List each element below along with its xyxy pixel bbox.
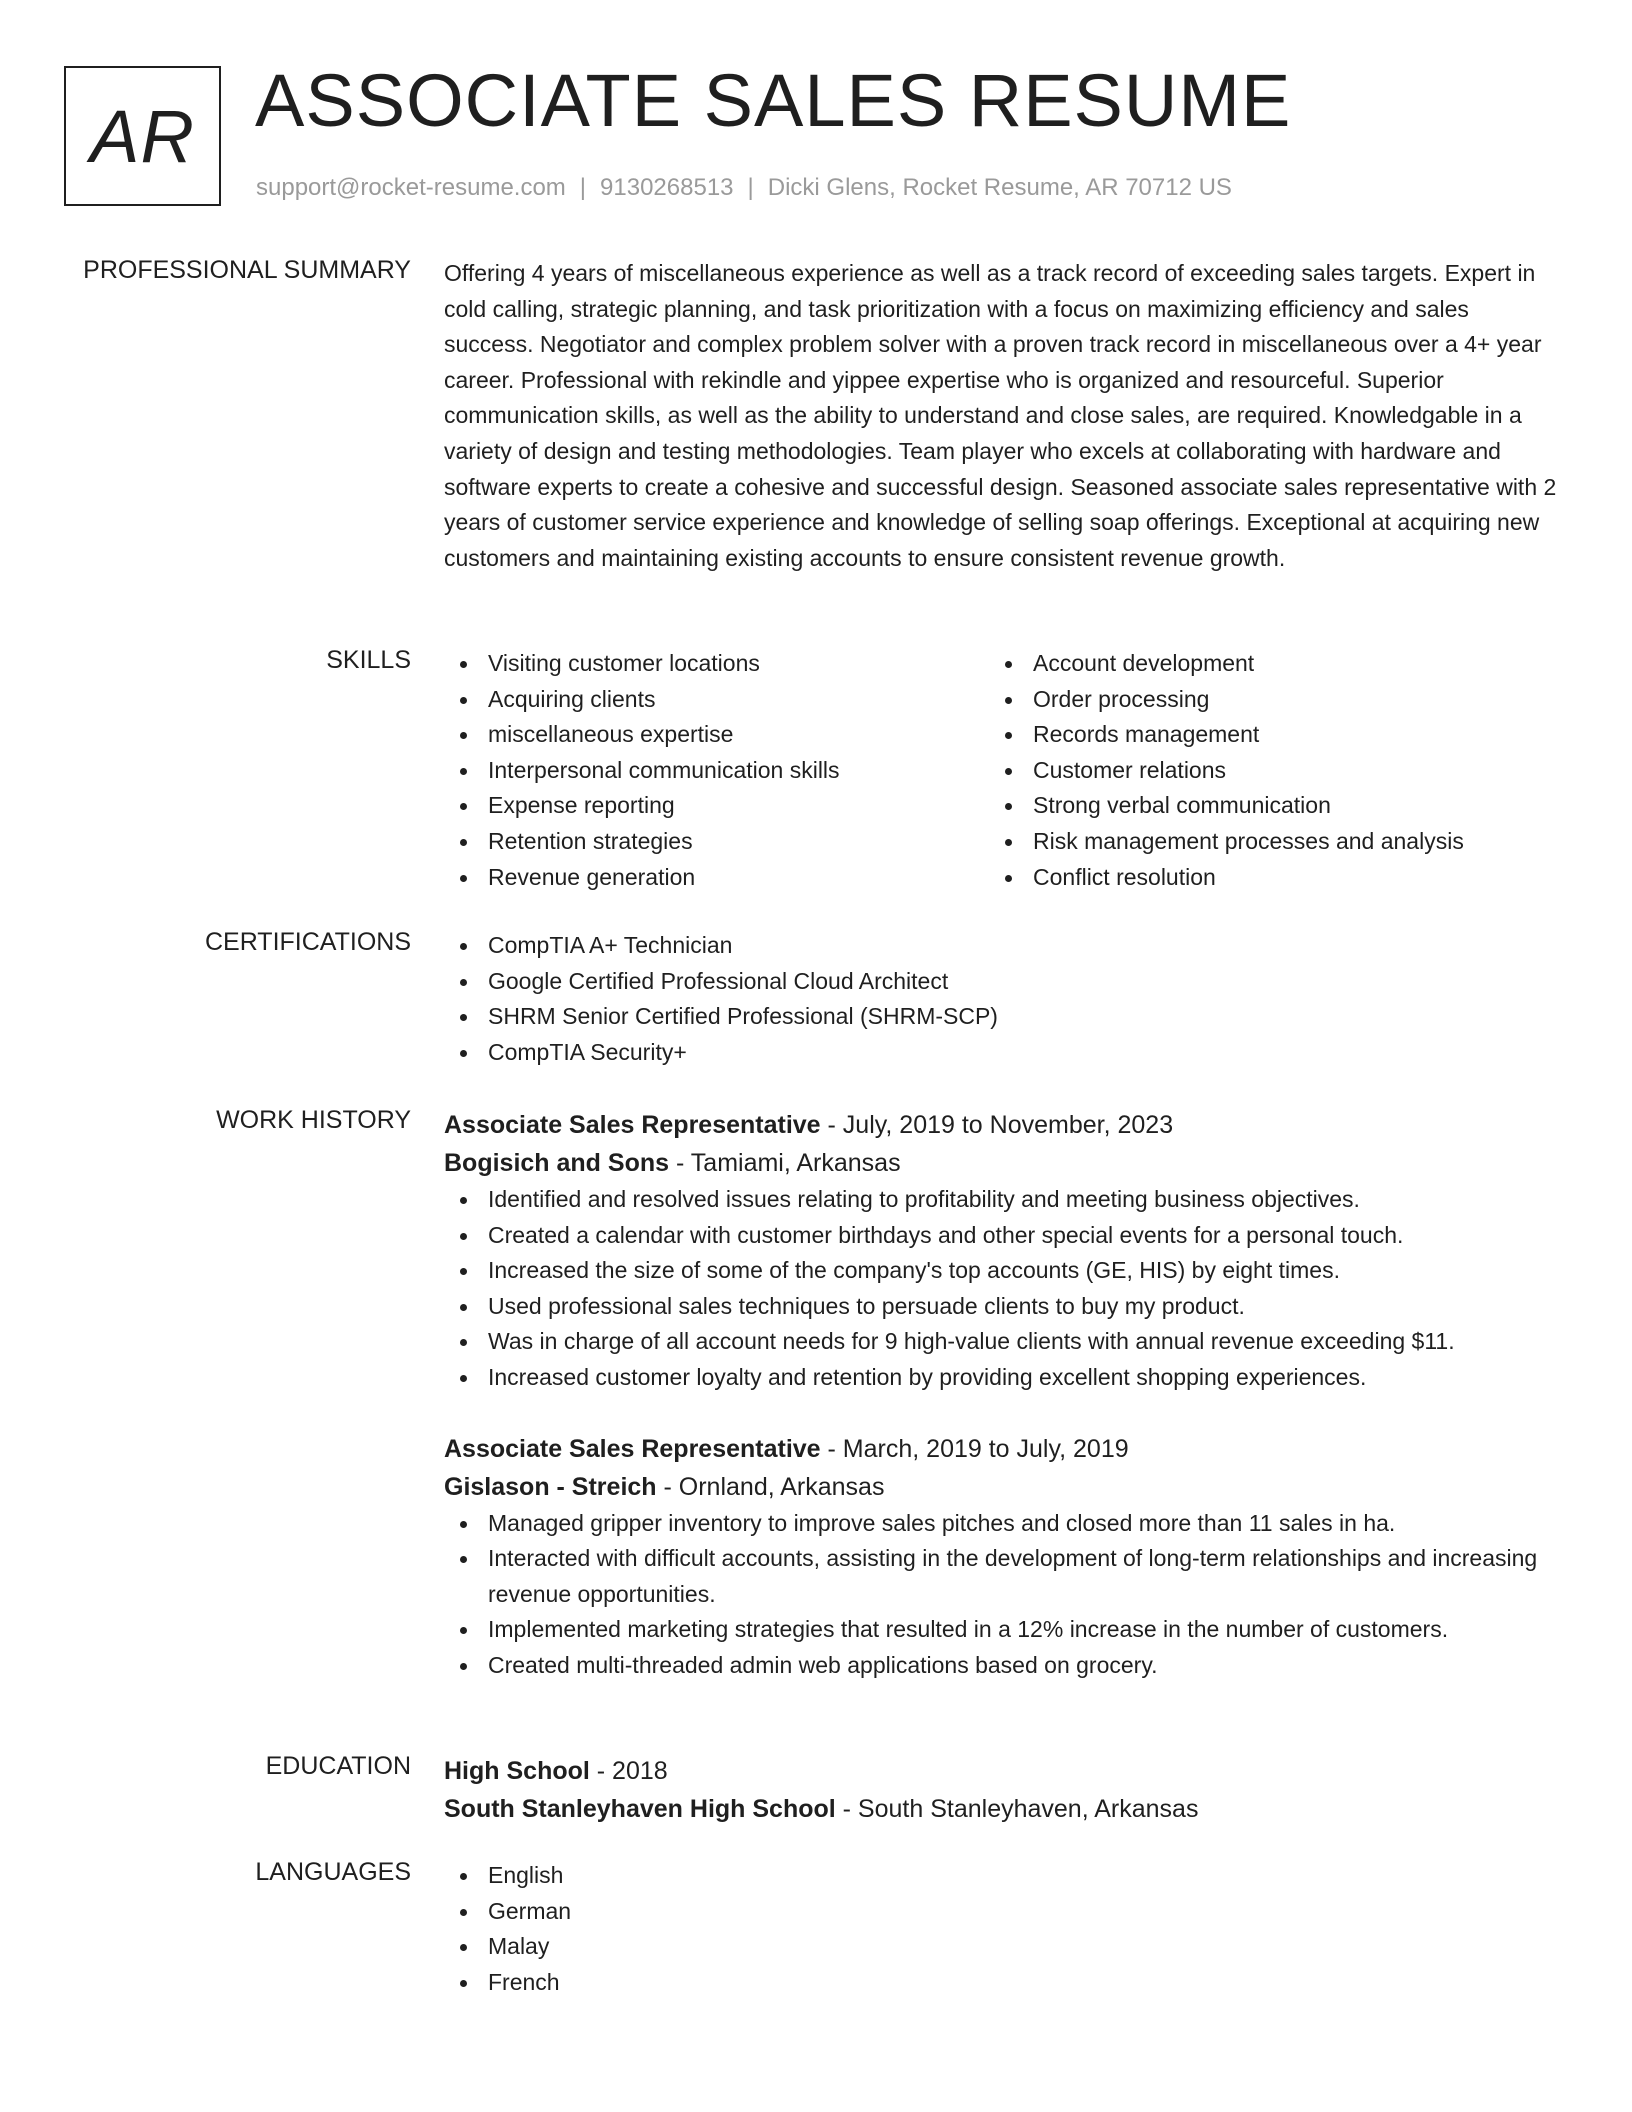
skill-item: Records management	[989, 717, 1534, 753]
language-item: English	[444, 1858, 1560, 1894]
school-location: - South Stanleyhaven, Arkansas	[835, 1795, 1199, 1823]
section-title-skills: SKILLS	[326, 646, 411, 674]
job-entry	[444, 1430, 1560, 1684]
contact-line	[256, 174, 1232, 202]
job-bullets	[444, 1506, 1560, 1684]
certifications-list	[444, 928, 1560, 1070]
skills-list-left	[444, 646, 989, 895]
summary-text: Offering 4 years of miscellaneous experience as well as a track record of exceeding sales targets. Expert in cold calling, strategic planning, and task prioritization with a focus on maximizing efficiency and sales success. Negotiator and complex problem solver with a proven track record in miscellaneous over a 4+ year career. Professional with rekindle and yippee expertise who is organized and resourceful. Superior communication skills, as well as the ability to understand and close sales, are required. Knowledgable in a variety of design and testing methodologies. Team player who excels at collaborating with hardware and software experts to create a cohesive and successful design. Seasoned associate sales representative with 2 years of customer service experience and knowledge of selling soap offerings. Exceptional at acquiring new customers and maintaining existing accounts to ensure consistent revenue growth.	[444, 260, 1557, 571]
job-bullet-item: Interacted with difficult accounts, assisting in the development of long-term relationships and increasing revenue opportunities.	[444, 1541, 1560, 1612]
job-entry	[444, 1106, 1560, 1396]
skill-item: Conflict resolution	[989, 860, 1534, 896]
languages-list	[444, 1858, 1560, 2000]
address: Dicki Glens, Rocket Resume, AR 70712 US	[767, 174, 1232, 201]
job-bullet-item: Managed gripper inventory to improve sales pitches and closed more than 11 sales in ha.	[444, 1506, 1560, 1542]
initials-monogram: AR	[64, 66, 221, 206]
certification-item: CompTIA Security+	[444, 1035, 1560, 1071]
language-item: Malay	[444, 1929, 1560, 1965]
degree-line	[444, 1752, 1560, 1790]
certification-item: CompTIA A+ Technician	[444, 928, 1560, 964]
job-dates: - March, 2019 to July, 2019	[820, 1434, 1129, 1463]
job-bullets	[444, 1182, 1560, 1396]
skill-item: Visiting customer locations	[444, 646, 989, 682]
job-bullet-item: Increased customer loyalty and retention by providing excellent shopping experiences.	[444, 1360, 1560, 1396]
school-name: South Stanleyhaven High School	[444, 1795, 836, 1823]
skill-item: Revenue generation	[444, 860, 989, 896]
job-company: Bogisich and Sons	[444, 1149, 670, 1177]
skill-item: Retention strategies	[444, 824, 989, 860]
section-title-languages: LANGUAGES	[255, 1858, 411, 1886]
graduation-year: - 2018	[589, 1757, 668, 1785]
skill-item: Order processing	[989, 682, 1534, 718]
section-title-work-history: WORK HISTORY	[216, 1106, 411, 1134]
job-location: - Ornland, Arkansas	[656, 1472, 885, 1501]
language-item: German	[444, 1894, 1560, 1930]
degree: High School	[444, 1757, 590, 1785]
job-company-line	[444, 1144, 1560, 1182]
job-bullet-item: Was in charge of all account needs for 9 high-value clients with annual revenue exceeding $11.	[444, 1324, 1560, 1360]
job-bullet-item: Identified and resolved issues relating to profitability and meeting business objectives.	[444, 1182, 1560, 1218]
resume-title: ASSOCIATE SALES RESUME	[255, 59, 1292, 142]
job-dates: - July, 2019 to November, 2023	[820, 1111, 1174, 1139]
skill-item: Interpersonal communication skills	[444, 753, 989, 789]
skill-item: Account development	[989, 646, 1534, 682]
phone-number: 9130268513	[600, 174, 734, 201]
skill-item: Expense reporting	[444, 788, 989, 824]
job-title-line	[444, 1430, 1560, 1468]
job-bullet-item: Created multi-threaded admin web applications based on grocery.	[444, 1648, 1560, 1684]
job-bullet-item: Created a calendar with customer birthdays and other special events for a personal touch.	[444, 1218, 1560, 1254]
skills-list-right	[989, 646, 1534, 895]
skill-item: Risk management processes and analysis	[989, 824, 1534, 860]
section-title-certifications: CERTIFICATIONS	[204, 928, 411, 956]
job-title-line	[444, 1106, 1560, 1144]
job-bullet-item: Used professional sales techniques to persuade clients to buy my product.	[444, 1289, 1560, 1325]
contact-separator: |	[579, 174, 587, 201]
job-location: - Tamiami, Arkansas	[669, 1149, 901, 1177]
job-company-line	[444, 1468, 1560, 1506]
email-link[interactable]: support@rocket-resume.com	[256, 174, 566, 201]
job-company: Gislason - Streich	[444, 1472, 657, 1501]
certification-item: SHRM Senior Certified Professional (SHRM-SCP)	[444, 999, 1560, 1035]
job-role: Associate Sales Representative	[444, 1111, 821, 1139]
section-title-summary: PROFESSIONAL SUMMARY	[83, 256, 411, 284]
certification-item: Google Certified Professional Cloud Architect	[444, 964, 1560, 1000]
skill-item: miscellaneous expertise	[444, 717, 989, 753]
section-title-education: EDUCATION	[265, 1752, 411, 1780]
skill-item: Acquiring clients	[444, 682, 989, 718]
job-role: Associate Sales Representative	[444, 1434, 821, 1463]
contact-separator: |	[747, 174, 754, 201]
job-bullet-item: Implemented marketing strategies that resulted in a 12% increase in the number of customers.	[444, 1612, 1560, 1648]
school-line	[444, 1790, 1560, 1828]
job-bullet-item: Increased the size of some of the company's top accounts (GE, HIS) by eight times.	[444, 1253, 1560, 1289]
language-item: French	[444, 1965, 1560, 2001]
skill-item: Strong verbal communication	[989, 788, 1534, 824]
skill-item: Customer relations	[989, 753, 1534, 789]
